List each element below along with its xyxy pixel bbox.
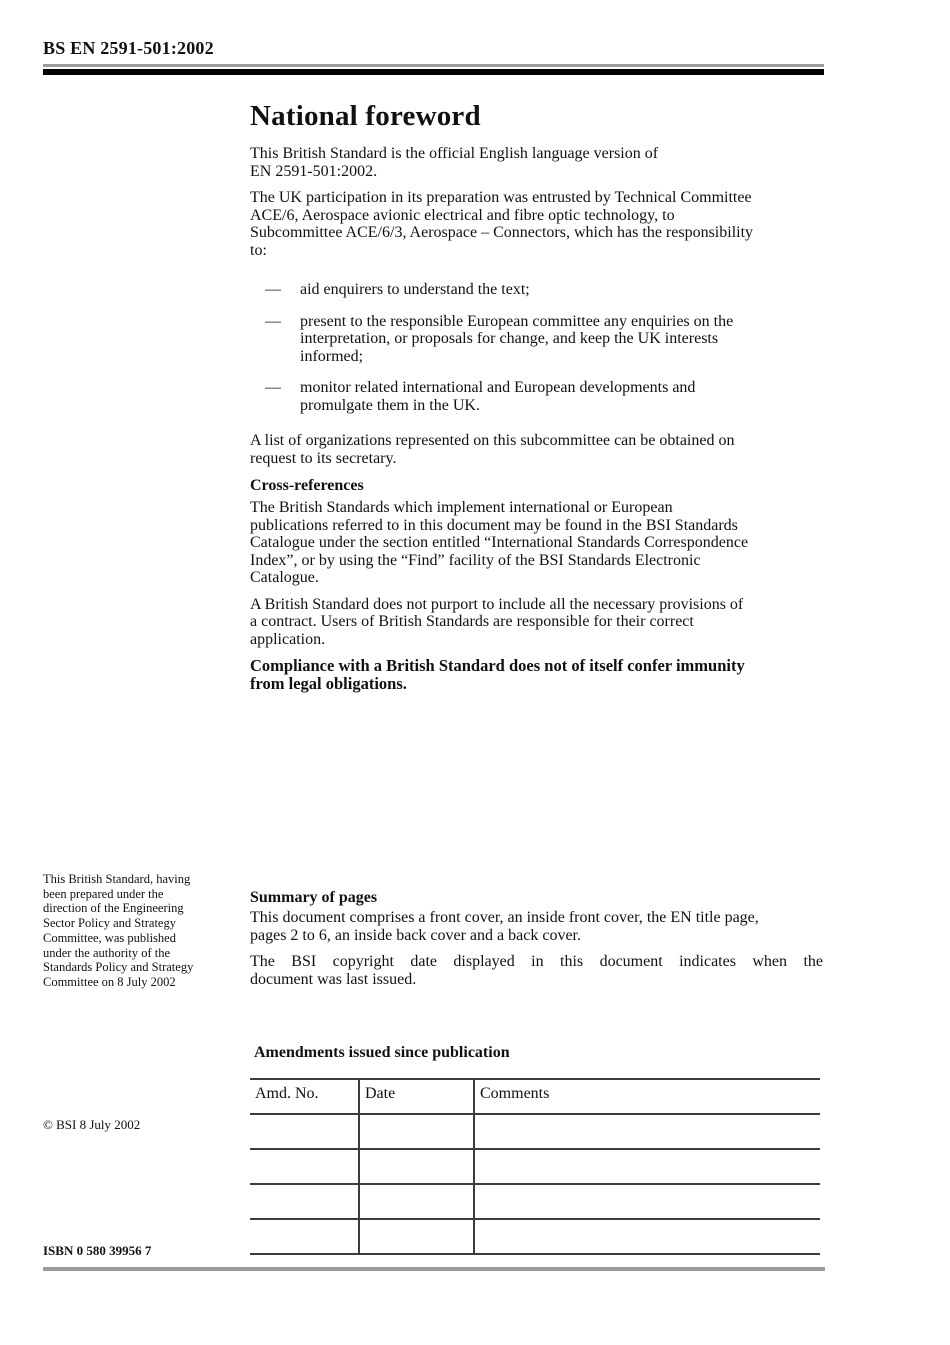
summary-of-pages-section <box>250 889 840 988</box>
table-cell-date <box>360 1220 475 1253</box>
column-header-date: Date <box>360 1080 475 1113</box>
dash-bullet: — <box>265 312 281 330</box>
list-item <box>250 379 840 414</box>
summary-paragraph-1: This document comprises a front cover, an inside front cover, the EN title page, pages 2 to 6, an inside back cover and a back cover. <box>250 909 759 944</box>
table-cell-comments <box>475 1115 820 1148</box>
header-rule-thin <box>43 64 824 67</box>
list-item <box>250 281 840 299</box>
amendments-table <box>250 1078 820 1255</box>
list-item-text: aid enquirers to understand the text; <box>300 281 530 298</box>
copyright-notice: © BSI 8 July 2002 <box>43 1117 141 1132</box>
foreword-title: National foreword <box>250 100 481 132</box>
table-header-row <box>250 1080 820 1115</box>
table-cell-comments <box>475 1220 820 1253</box>
amendments-heading: Amendments issued since publication <box>254 1044 510 1061</box>
summary-paragraph-2-line-1: The BSI copyright date displayed in this document indicates when the <box>250 953 823 970</box>
summary-paragraph-2-line-2: document was last issued. <box>250 970 417 988</box>
foreword-paragraph-1: This British Standard is the official English language version of EN 2591-501:2002. <box>250 145 659 180</box>
table-cell-date <box>360 1115 475 1148</box>
footer-rule <box>43 1267 825 1271</box>
summary-paragraph-2 <box>250 953 823 988</box>
list-item-text: present to the responsible European committee any enquiries on the interpretation, or proposals for change, and keep the UK interests informed; <box>300 312 734 365</box>
column-header-amd-no: Amd. No. <box>250 1080 360 1113</box>
table-row <box>250 1220 820 1255</box>
table-cell-comments <box>475 1185 820 1218</box>
isbn-number: ISBN 0 580 39956 7 <box>43 1243 152 1258</box>
table-cell-comments <box>475 1150 820 1183</box>
dash-bullet: — <box>265 281 281 298</box>
table-cell-amd-no <box>250 1150 360 1183</box>
document-number: BS EN 2591-501:2002 <box>43 38 214 58</box>
preparation-note: This British Standard, having been prepared under the direction of the Engineering Sector Policy and Strategy Committee, was published under the authority of the Standards Policy and Strategy Committee on 8 July 2002 <box>43 872 194 989</box>
list-item-text: monitor related international and European developments and promulgate them in the UK. <box>300 379 696 414</box>
cross-references-heading: Cross-references <box>250 477 364 494</box>
foreword-paragraph-2: The UK participation in its preparation was entrusted by Technical Committee ACE/6, Aerospace avionic electrical and fibre optic technology, to Subcommittee ACE/6/3, Aerospace – Connectors, which has the responsibility to: <box>250 189 754 259</box>
table-cell-date <box>360 1150 475 1183</box>
list-item <box>250 313 840 366</box>
header-rule-thick <box>43 69 824 75</box>
foreword-paragraph-4: The British Standards which implement international or European publications referred to in this document may be found in the BSI Standards Catalogue under the section entitled “International Standards Correspondence Index”, or by using the “Find” facility of the BSI Standards Electronic Catalogue. <box>250 499 749 586</box>
compliance-notice: Compliance with a British Standard does not of itself confer immunity from legal obligations. <box>250 656 745 693</box>
foreword-paragraph-3: A list of organizations represented on this subcommittee can be obtained on request to its secretary. <box>250 432 735 467</box>
dash-bullet: — <box>265 379 281 396</box>
table-cell-amd-no <box>250 1185 360 1218</box>
table-cell-date <box>360 1185 475 1218</box>
foreword-paragraph-5: A British Standard does not purport to include all the necessary provisions of a contract. Users of British Standards are responsible for their correct application. <box>250 595 744 648</box>
table-row <box>250 1185 820 1220</box>
table-cell-amd-no <box>250 1115 360 1148</box>
foreword-section <box>250 100 840 701</box>
table-cell-amd-no <box>250 1220 360 1253</box>
table-row <box>250 1150 820 1185</box>
column-header-comments: Comments <box>480 1085 550 1102</box>
table-row <box>250 1115 820 1150</box>
summary-heading: Summary of pages <box>250 889 378 906</box>
responsibility-list <box>250 281 840 414</box>
